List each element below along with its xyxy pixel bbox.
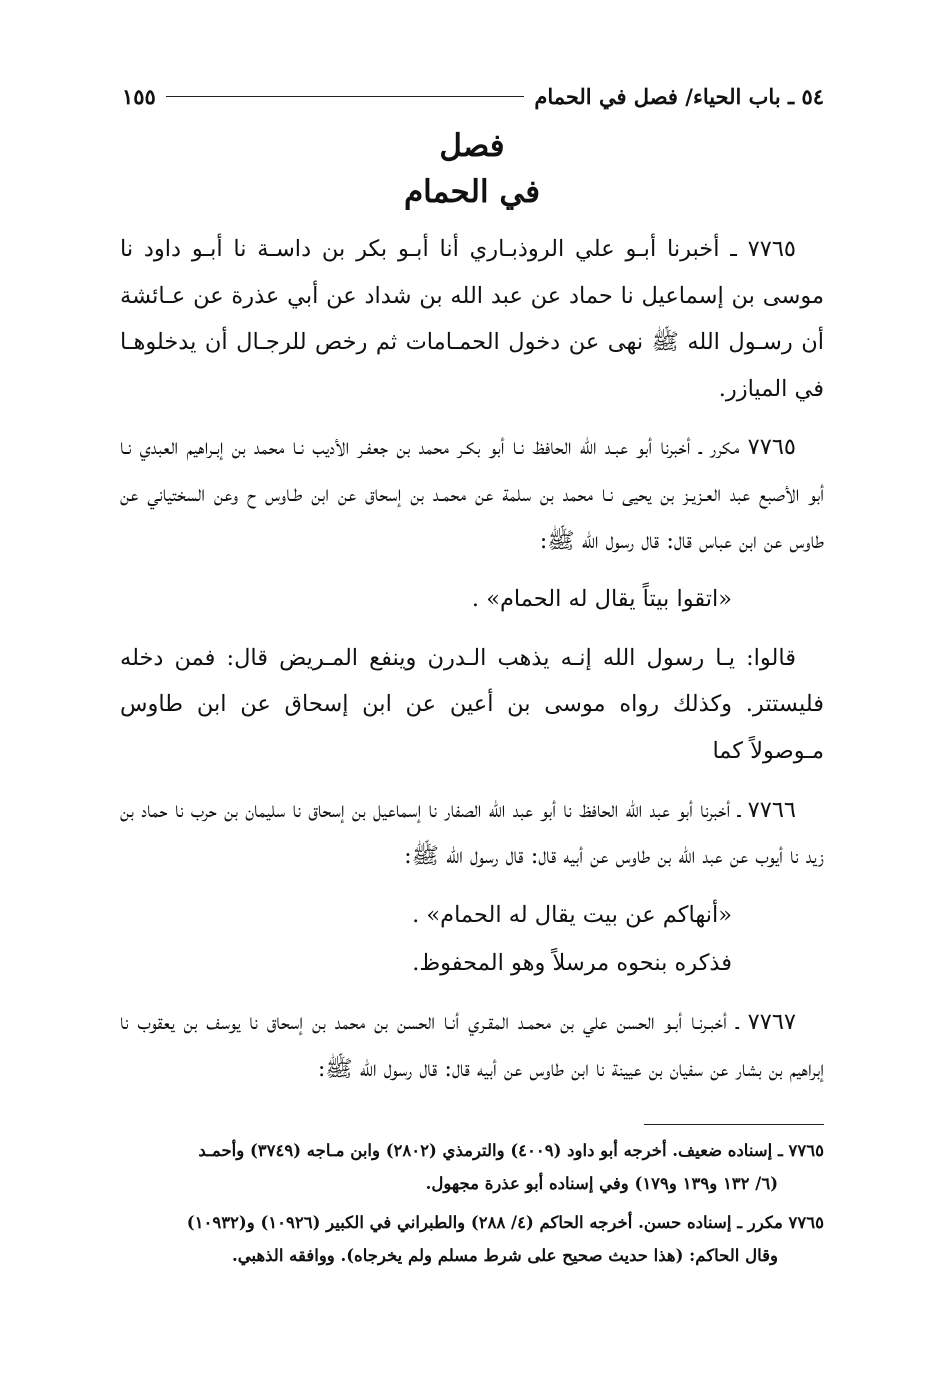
footnote-line: وقال الحاكم: (هذا حديث صحيح على شرط مسلم ولم يخرجاه). ووافقه الذهبي. [231, 1246, 778, 1265]
running-header [122, 78, 824, 114]
hadith-7766: ٧٧٦٦ ـ أخبرنا أبو عبد الله الحافظ نا أبو عبد الله الصفار نا إسماعيل بن إسحاق نا سليمان بن حرب نا حماد بن زيد نا أيوب عن عبد الله بن طاوس عن أبيه قال: قال رسول الله ﷺ: [120, 796, 824, 870]
footnote-rule [644, 1124, 824, 1125]
header-rule [166, 96, 524, 97]
hadith-7765: ٧٧٦٥ ـ أخبرنا أبـو علي الروذبـاري أنا أبـو بكر بن داسـة نا أبـو داود نا موسى بن إسماعيل نا حماد عن عبد الله بن شداد عن أبي عذرة عن عـائشة أن رسـول الله ﷺ نهى عن دخول الحمـامات ثم رخص للرجـال أن يدخلوهـا في الميازر. [120, 236, 824, 402]
section-subtitle: في الحمام [403, 174, 541, 210]
prophetic-quote: «أنهاكم عن بيت يقال له الحمام» . [412, 901, 732, 928]
chapter-title: ٥٤ ـ باب الحياء/ فصل في الحمام [534, 83, 824, 109]
footnote-line: (٦/ ١٣٢ و١٣٩ و١٧٩) وفي إسناده أبو عذرة مجهول. [425, 1174, 778, 1193]
page-number: ١٥٥ [122, 83, 156, 109]
prophetic-quote: «اتقوا بيتاً يقال له الحمام» . [471, 586, 732, 613]
footnote-line: ٧٧٦٥ ـ إسناده ضعيف. أخرجه أبو داود (٤٠٠٩) والترمذي (٢٨٠٢) وابن مـاجه (٣٧٤٩) وأحمـد [198, 1141, 824, 1160]
commentary: فذكره بنحوه مرسلاً وهو المحفوظ. [412, 950, 732, 977]
footnote-line: ٧٧٦٥ مكرر ـ إسناده حسن. أخرجه الحاكم (٤/ ٢٨٨) والطبراني في الكبير (١٠٩٢٦) و(١٠٩٣٢) [186, 1213, 824, 1232]
main-text [120, 226, 824, 1104]
footnote [118, 1134, 824, 1200]
commentary: قالوا: يـا رسول الله إنـه يذهب الـدرن وينفع المـريض قال: فمن دخله فليستتر. وكذلك رواه موسى بن أعين عن ابن إسحاق عن ابن طاوس مـوصولاً كما [120, 644, 824, 764]
hadith-7765-repeat: ٧٧٦٥ مكرر ـ أخبرنا أبو عبـد الله الحافظ نـا أبو بكـر محمد بن جعفـر الأديب نـا محمد بن إبـراهيم العبدي نـا أبو الأصبع عبد العـزيـز بن يحيى نـا محمد بن سلمة عن محمـد بن إسحاق عن ابن طـاوس ح وعن السختياني عن طاوس عن ابن عباس قال: قال رسول الله ﷺ: [120, 434, 824, 554]
footnote [118, 1206, 824, 1272]
section-title: فصل [439, 128, 505, 164]
footnotes [118, 1134, 824, 1278]
hadith-7767: ٧٧٦٧ ـ أخبـرنـا أبـو الحسن علي بن محمـد المقـري أنـا الحسن بن محمد بن إسحاق نا يوسف بن يعقوب نا إبراهيم بن بشار عن سفيان بن عيينة نا ابن طاوس عن أبيه قال: قال رسول الله ﷺ: [120, 1008, 824, 1082]
